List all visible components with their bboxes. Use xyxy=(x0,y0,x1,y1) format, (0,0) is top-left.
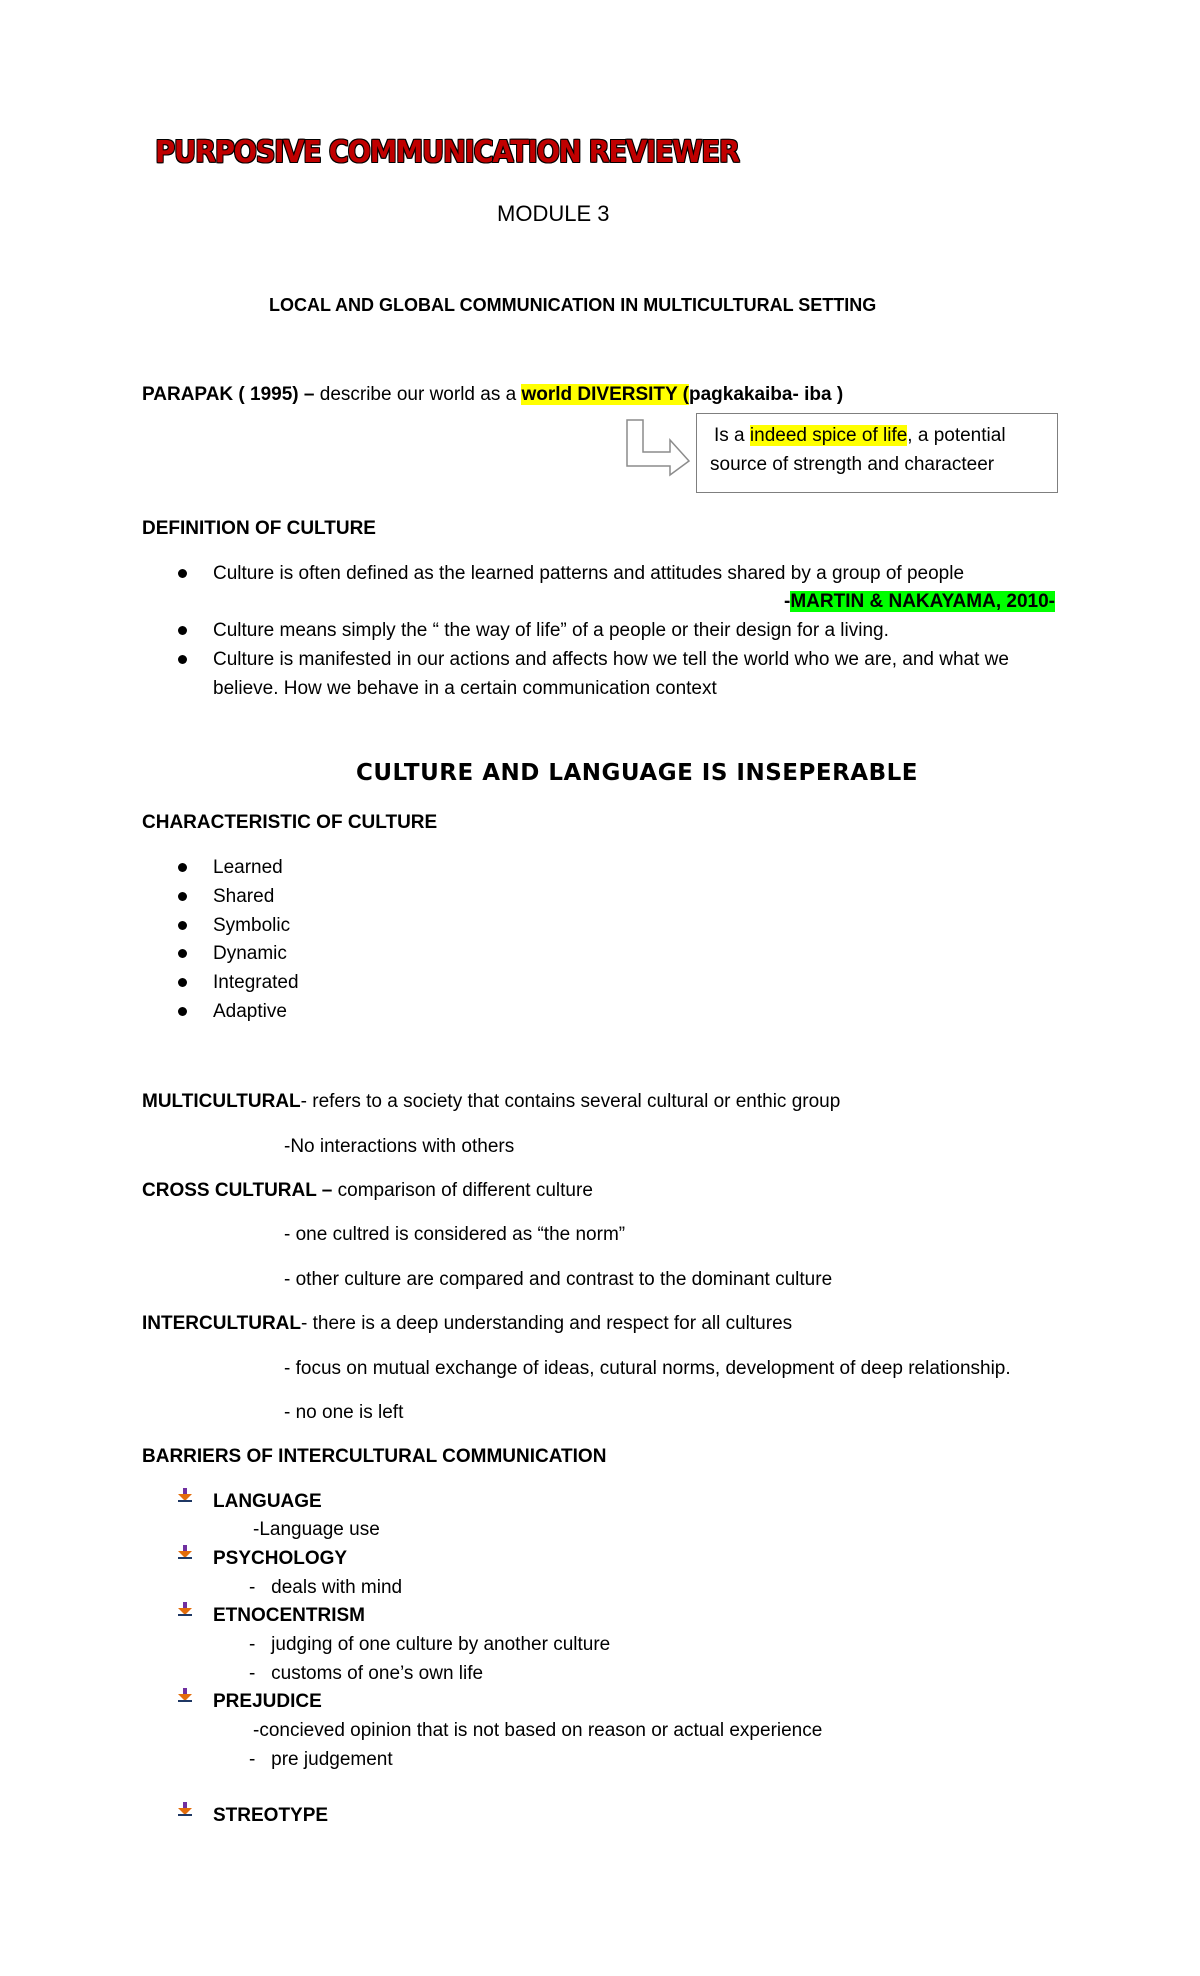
callout-line-2: source of strength and characteer xyxy=(710,454,995,475)
barrier-note: -concieved opinion that is not based on reason or actual experience xyxy=(253,1720,823,1741)
barrier-psychology: PSYCHOLOGY xyxy=(213,1548,348,1569)
bullet-icon xyxy=(178,569,187,578)
arrow-bullet-icon xyxy=(178,1488,192,1502)
citation-text: MARTIN & NAKAYAMA, 2010- xyxy=(790,591,1055,612)
parapak-tail: pagkakaiba- iba ) xyxy=(688,384,844,405)
bullet-icon xyxy=(178,655,187,664)
cross-cultural-note: - one cultred is considered as “the norm” xyxy=(284,1224,626,1245)
intercultural-note: - focus on mutual exchange of ideas, cutural norms, development of deep relationship. xyxy=(284,1358,1011,1379)
citation-dash: - xyxy=(784,591,791,612)
definition-item: Culture means simply the “ the way of life” of a people or their design for a living. xyxy=(213,620,889,641)
definition-item: Culture is manifested in our actions and affects how we tell the world who we are, and what we xyxy=(213,649,1009,670)
characteristic-item: Dynamic xyxy=(213,943,287,964)
callout-pre: Is a xyxy=(714,425,750,446)
definition-item-continued: believe. How we behave in a certain communication context xyxy=(213,678,717,699)
multicultural-term: MULTICULTURAL xyxy=(142,1091,301,1112)
intercultural-line xyxy=(142,1314,792,1333)
cross-cultural-term: CROSS CULTURAL – xyxy=(142,1180,333,1201)
parapak-line xyxy=(142,385,843,404)
characteristic-item: Shared xyxy=(213,886,275,907)
barrier-streotype: STREOTYPE xyxy=(213,1805,329,1826)
citation xyxy=(784,592,1055,611)
topic-heading: LOCAL AND GLOBAL COMMUNICATION IN MULTICULTURAL SETTING xyxy=(269,295,877,315)
parapak-term: PARAPAK ( 1995) – xyxy=(142,384,315,405)
arrow-bullet-icon xyxy=(178,1602,192,1616)
barrier-note: - judging of one culture by another culture xyxy=(249,1634,611,1655)
bullet-icon xyxy=(178,949,187,958)
characteristics-heading: CHARACTERISTIC OF CULTURE xyxy=(142,812,438,833)
multicultural-def: - refers to a society that contains several cultural or enthic group xyxy=(300,1091,841,1112)
barrier-language: LANGUAGE xyxy=(213,1491,322,1512)
intercultural-def: - there is a deep understanding and respect for all cultures xyxy=(301,1313,793,1334)
bullet-icon xyxy=(178,921,187,930)
barrier-etnocentrism: ETNOCENTRISM xyxy=(213,1605,365,1626)
characteristic-item: Adaptive xyxy=(213,1001,287,1022)
bullet-icon xyxy=(178,626,187,635)
bullet-icon xyxy=(178,892,187,901)
arrow-bullet-icon xyxy=(178,1545,192,1559)
module-label: MODULE 3 xyxy=(497,201,610,226)
arrow-bullet-icon xyxy=(178,1802,192,1816)
bullet-icon xyxy=(178,863,187,872)
cross-cultural-line xyxy=(142,1181,593,1200)
characteristic-item: Integrated xyxy=(213,972,299,993)
cross-cultural-note: - other culture are compared and contrast to the dominant culture xyxy=(284,1269,833,1290)
callout-post: , a potential xyxy=(907,425,1006,446)
multicultural-line xyxy=(142,1092,840,1111)
characteristic-item: Learned xyxy=(213,857,283,878)
intercultural-note: - no one is left xyxy=(284,1402,404,1423)
barriers-heading: BARRIERS OF INTERCULTURAL COMMUNICATION xyxy=(142,1446,607,1467)
document-title: PURPOSIVE COMMUNICATION REVIEWER xyxy=(155,135,739,170)
barrier-prejudice: PREJUDICE xyxy=(213,1691,322,1712)
barrier-note: -Language use xyxy=(253,1519,380,1540)
characteristic-item: Symbolic xyxy=(213,915,291,936)
section-heading: CULTURE AND LANGUAGE IS INSEPERABLE xyxy=(356,760,918,786)
cross-cultural-def: comparison of different culture xyxy=(332,1180,593,1201)
bullet-icon xyxy=(178,1007,187,1016)
barrier-note: - customs of one’s own life xyxy=(249,1663,484,1684)
right-turn-arrow-icon xyxy=(626,419,692,477)
arrow-bullet-icon xyxy=(178,1688,192,1702)
multicultural-note: -No interactions with others xyxy=(284,1136,515,1157)
parapak-highlight: world DIVERSITY ( xyxy=(521,384,689,405)
definition-heading: DEFINITION OF CULTURE xyxy=(142,518,376,539)
bullet-icon xyxy=(178,978,187,987)
callout-highlight: indeed spice of life xyxy=(749,425,908,446)
intercultural-term: INTERCULTURAL xyxy=(142,1313,302,1334)
barrier-note: - pre judgement xyxy=(249,1749,393,1770)
callout-line-1 xyxy=(714,426,1006,445)
barrier-note: - deals with mind xyxy=(249,1577,403,1598)
parapak-text: describe our world as a xyxy=(314,384,522,405)
definition-item: Culture is often defined as the learned patterns and attitudes shared by a group of people xyxy=(213,563,965,584)
